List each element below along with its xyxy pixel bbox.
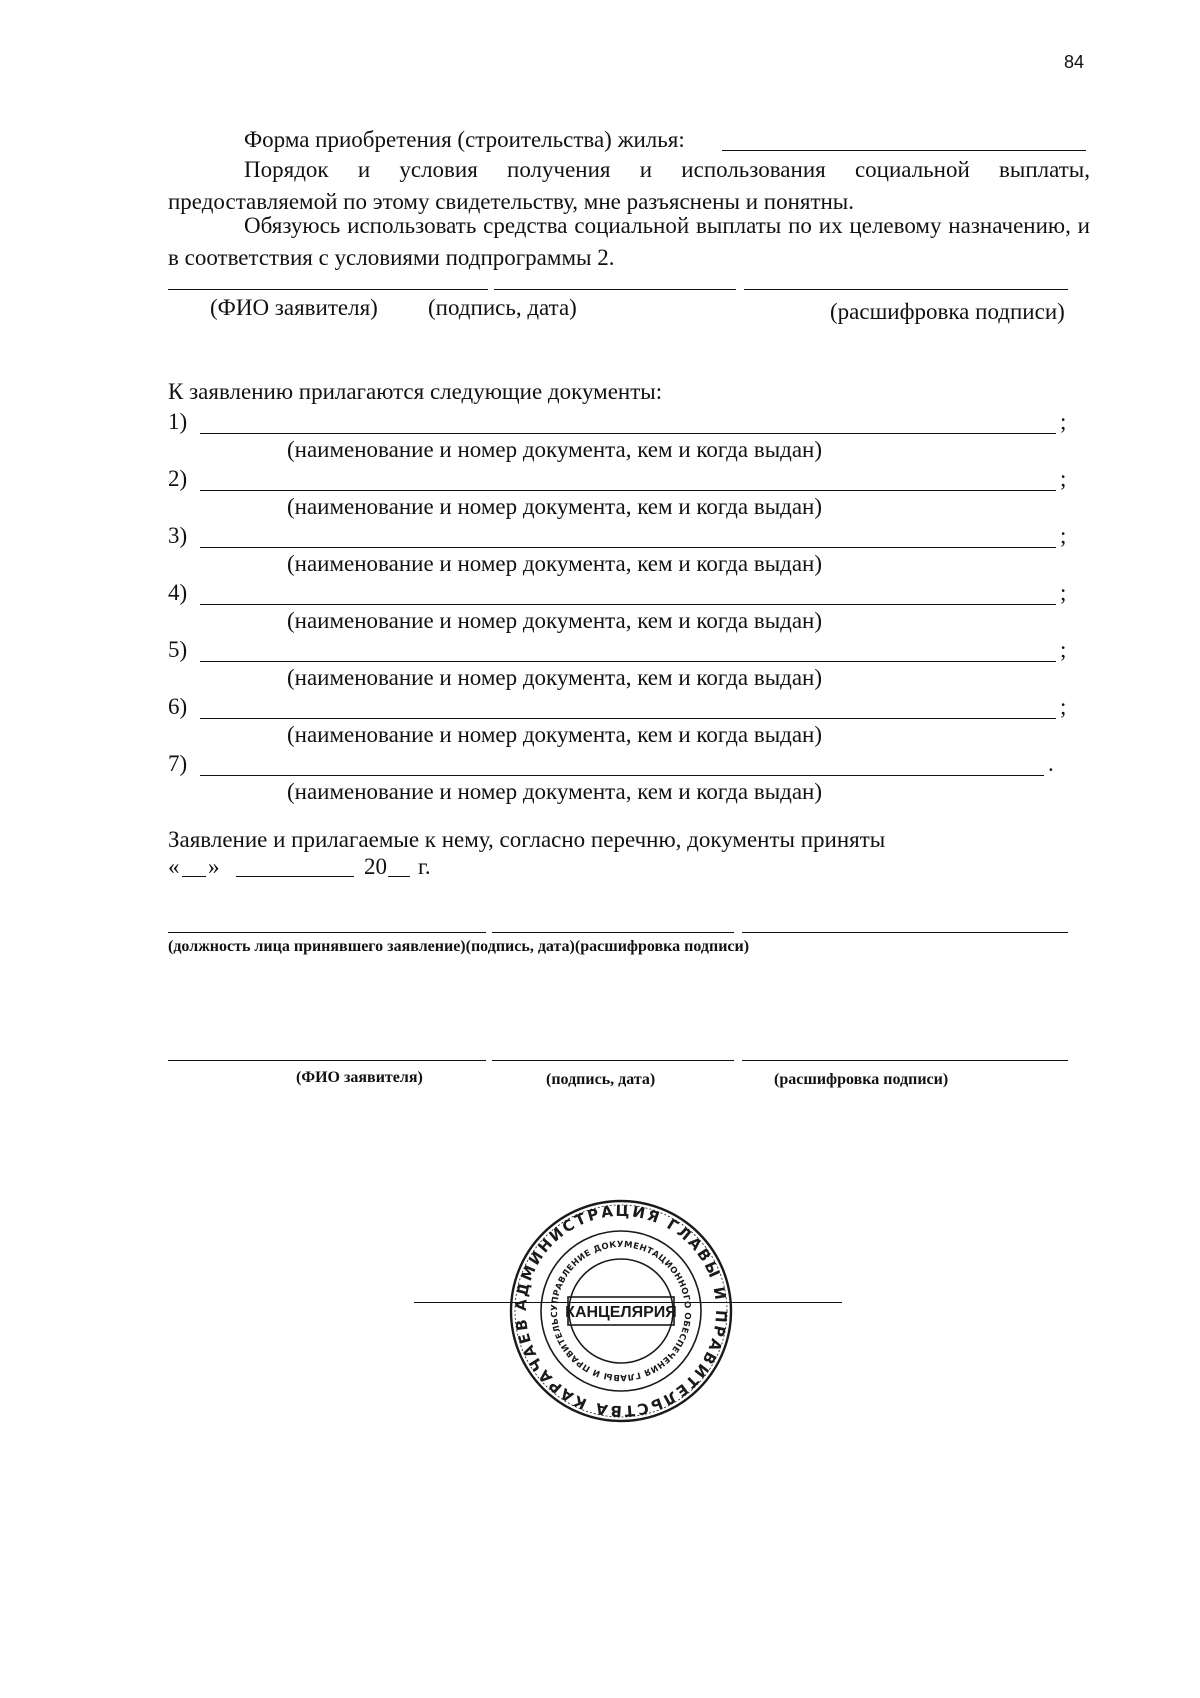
date-month-field[interactable] [236, 876, 354, 877]
attachment-caption: (наименование и номер документа, кем и когда выдан) [287, 494, 823, 519]
fio-caption-1: (ФИО заявителя) [210, 295, 378, 320]
attachment-caption: (наименование и номер документа, кем и когда выдан) [287, 722, 823, 747]
attachment-terminator: ; [1060, 466, 1067, 491]
page-number: 84 [1064, 52, 1085, 72]
attachment-field[interactable] [200, 490, 1056, 491]
official-decoding-field[interactable] [742, 932, 1068, 933]
decoding-field-2[interactable] [742, 1060, 1068, 1061]
attachments-heading: К заявлению прилагаются следующие документы: [168, 379, 663, 404]
form-acquisition-label: Форма приобретения (строительства) жилья: [244, 127, 685, 152]
attachment-number: 1) [168, 409, 188, 434]
attachment-field[interactable] [200, 604, 1056, 605]
official-sign-date-field[interactable] [492, 932, 734, 933]
fio-field-1[interactable] [168, 289, 488, 290]
attachment-number: 6) [168, 694, 188, 719]
attachment-field[interactable] [200, 661, 1056, 662]
attachment-number: 2) [168, 466, 188, 491]
sign-date-caption-1: (подпись, дата) [428, 295, 577, 320]
attachment-terminator: ; [1060, 523, 1067, 548]
official-position-field[interactable] [168, 932, 486, 933]
attachment-caption: (наименование и номер документа, кем и когда выдан) [287, 665, 823, 690]
paragraph-obligation: Обязуюсь использовать средства социальной выплаты по их целевому назначению, и в соответствия с условиями подпрограммы 2. [168, 213, 1090, 270]
seal-graphic [508, 1198, 734, 1424]
attachment-caption: (наименование и номер документа, кем и когда выдан) [287, 608, 823, 633]
attachment-field[interactable] [200, 433, 1056, 434]
attachment-field[interactable] [200, 718, 1056, 719]
decoding-field-1[interactable] [744, 289, 1068, 290]
official-caption: (должность лица принявшего заявление)(подпись, дата)(расшифровка подписи) [168, 938, 750, 955]
form-acquisition-field[interactable] [722, 150, 1086, 151]
accepted-text: Заявление и прилагаемые к нему, согласно перечню, документы приняты [168, 827, 886, 852]
attachment-caption: (наименование и номер документа, кем и когда выдан) [287, 779, 823, 804]
paragraph-procedure: Порядок и условия получения и использования социальной выплаты, предоставляемой по этому свидетельству, мне разъяснены и понятны. [168, 157, 1090, 214]
fio-field-2[interactable] [168, 1060, 486, 1061]
decoding-caption-1: (расшифровка подписи) [830, 299, 1065, 324]
attachment-field[interactable] [200, 775, 1044, 776]
date-day-field[interactable] [182, 876, 206, 877]
year-prefix: 20 [364, 854, 387, 879]
attachment-terminator: ; [1060, 409, 1067, 434]
date-year-field[interactable] [388, 876, 410, 877]
attachment-terminator: ; [1060, 580, 1067, 605]
attachment-caption: (наименование и номер документа, кем и когда выдан) [287, 437, 823, 462]
date-close-quote: » [208, 854, 220, 879]
fio-caption-2: (ФИО заявителя) [296, 1069, 423, 1086]
attachment-caption: (наименование и номер документа, кем и когда выдан) [287, 551, 823, 576]
year-suffix: г. [418, 854, 431, 879]
sign-date-field-1[interactable] [494, 289, 736, 290]
attachment-terminator: ; [1060, 694, 1067, 719]
official-seal-stamp [508, 1198, 734, 1424]
attachment-field[interactable] [200, 547, 1056, 548]
sign-date-caption-2: (подпись, дата) [546, 1071, 656, 1088]
attachment-terminator: . [1048, 751, 1054, 776]
seal-outer-text: АДМИНИСТРАЦИЯ ГЛАВЫ И ПРАВИТЕЛЬСТВА КАРАЧАЕВ [511, 1201, 731, 1421]
seal-inner-text: УПРАВЛЕНИЕ ДОКУМЕНТАЦИОННОГО ОБЕСПЕЧЕНИЯ ГЛАВЫ И ПРАВИТЕЛЬС [549, 1239, 693, 1383]
date-open-quote: « [168, 854, 180, 879]
seal-center-text: КАНЦЕЛЯРИЯ [565, 1304, 677, 1321]
attachment-terminator: ; [1060, 637, 1067, 662]
attachment-number: 5) [168, 637, 188, 662]
sign-date-field-2[interactable] [492, 1060, 734, 1061]
attachment-number: 7) [168, 751, 188, 776]
attachment-number: 4) [168, 580, 188, 605]
decoding-caption-2: (расшифровка подписи) [774, 1071, 949, 1088]
attachment-number: 3) [168, 523, 188, 548]
